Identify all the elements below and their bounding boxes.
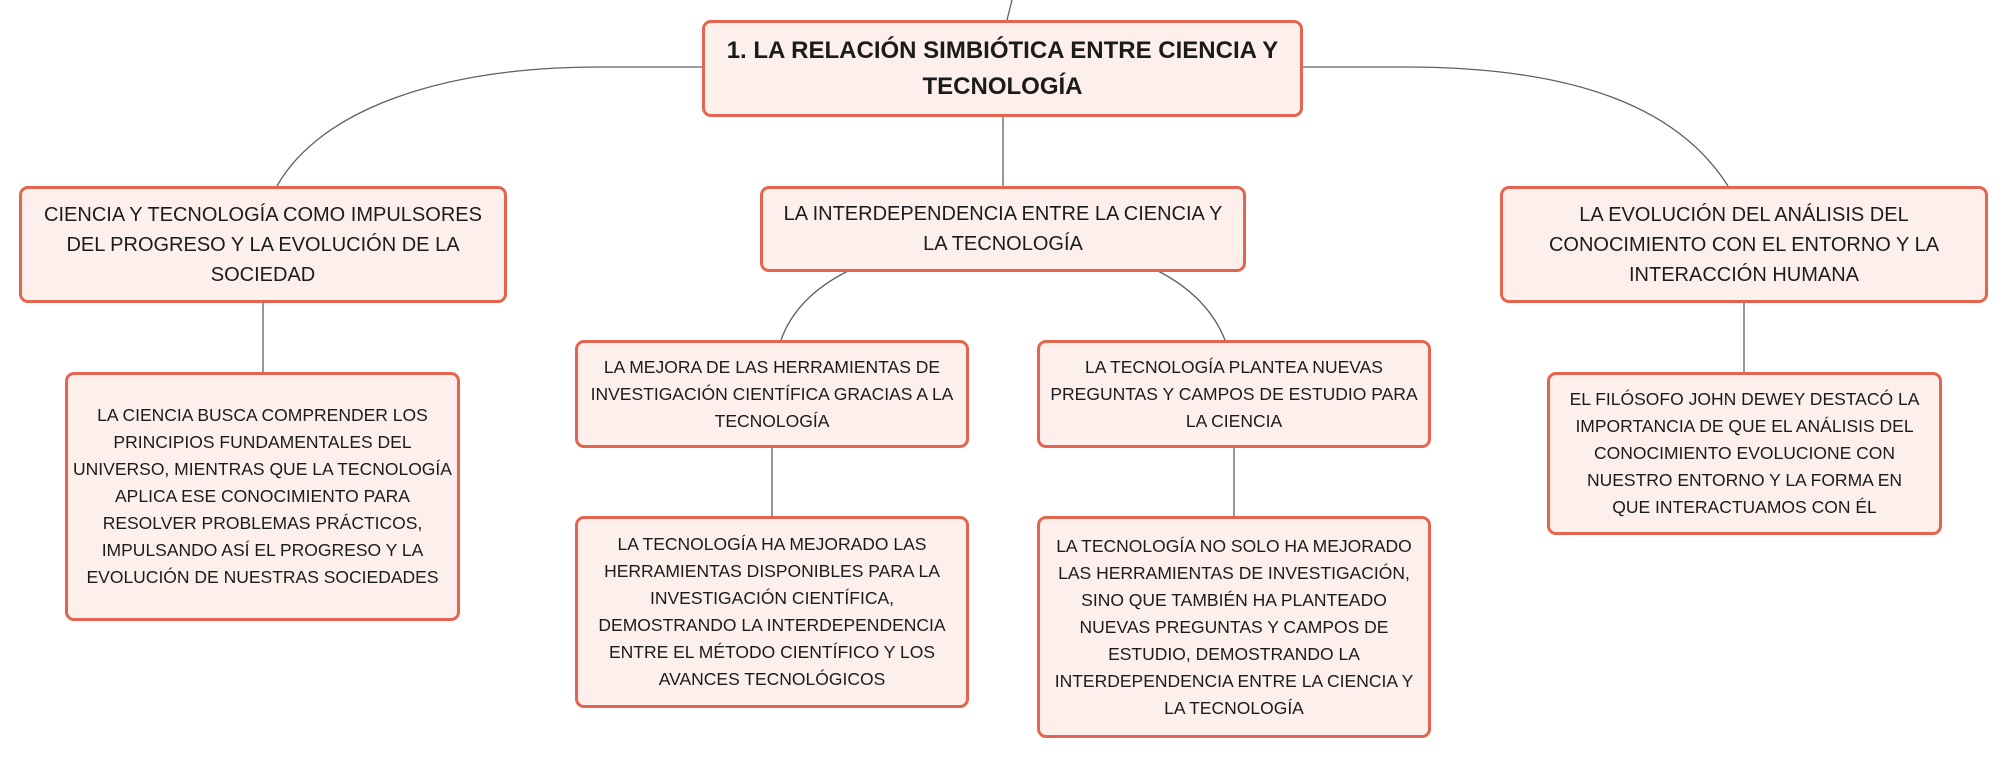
topic-right-label: LA EVOLUCIÓN DEL ANÁLISIS DEL CONOCIMIENTO CON EL ENTORNO Y LA INTERACCIÓN HUMANA <box>1548 203 1940 286</box>
subtopic-middle-b-label: LA TECNOLOGÍA PLANTEA NUEVAS PREGUNTAS Y CAMPOS DE ESTUDIO PARA LA CIENCIA <box>1050 356 1418 431</box>
subtopic-middle-a[interactable] <box>575 340 969 448</box>
subtopic-middle-a-detail[interactable] <box>575 516 969 708</box>
root-topic[interactable] <box>702 20 1303 117</box>
connector-root-to-right <box>1303 67 1728 186</box>
root-topic-label: 1. LA RELACIÓN SIMBIÓTICA ENTRE CIENCIA Y TECNOLOGÍA <box>726 36 1279 100</box>
subtopic-right-detail-label: EL FILÓSOFO JOHN DEWEY DESTACÓ LA IMPORTANCIA DE QUE EL ANÁLISIS DEL CONOCIMIENTO EVOLUCIONE CON NUESTRO ENTORNO Y LA FORMA EN QUE INTERACTUAMOS CON ÉL <box>1569 389 1920 517</box>
topic-middle[interactable] <box>760 186 1246 272</box>
subtopic-left-detail-label: LA CIENCIA BUSCA COMPRENDER LOS PRINCIPIOS FUNDAMENTALES DEL UNIVERSO, MIENTRAS QUE LA TECNOLOGÍA APLICA ESE CONOCIMIENTO PARA RESOLVER PROBLEMAS PRÁCTICOS, IMPULSANDO ASÍ EL PROGRESO Y LA EVOLUCIÓN DE NUESTRAS SOCIEDADES <box>73 405 452 587</box>
connector-middle-to-branch-b <box>1158 271 1225 340</box>
subtopic-middle-a-detail-label: LA TECNOLOGÍA HA MEJORADO LAS HERRAMIENTAS DISPONIBLES PARA LA INVESTIGACIÓN CIENTÍFICA, DEMOSTRANDO LA INTERDEPENDENCIA ENTRE EL MÉTODO CIENTÍFICO Y LOS AVANCES TECNOLÓGICOS <box>598 534 946 689</box>
topic-left-label: CIENCIA Y TECNOLOGÍA COMO IMPULSORES DEL PROGRESO Y LA EVOLUCIÓN DE LA SOCIEDAD <box>44 203 482 286</box>
subtopic-middle-a-label: LA MEJORA DE LAS HERRAMIENTAS DE INVESTIGACIÓN CIENTÍFICA GRACIAS A LA TECNOLOGÍA <box>590 356 954 431</box>
topic-middle-label: LA INTERDEPENDENCIA ENTRE LA CIENCIA Y LA TECNOLOGÍA <box>783 203 1223 255</box>
subtopic-middle-b[interactable] <box>1037 340 1431 448</box>
connector-middle-to-branch-a <box>781 271 848 340</box>
topic-left[interactable] <box>19 186 507 303</box>
subtopic-middle-b-detail-label: LA TECNOLOGÍA NO SOLO HA MEJORADO LAS HERRAMIENTAS DE INVESTIGACIÓN, SINO QUE TAMBIÉN HA PLANTEADO NUEVAS PREGUNTAS Y CAMPOS DE ESTUDIO, DEMOSTRANDO LA INTERDEPENDENCIA ENTRE LA CIENCIA Y LA TECNOLOGÍA <box>1054 535 1414 718</box>
connector-top-stub <box>1007 0 1012 20</box>
connector-root-to-left <box>277 67 702 186</box>
topic-right[interactable] <box>1500 186 1988 303</box>
subtopic-left-detail[interactable] <box>65 372 460 621</box>
subtopic-middle-b-detail[interactable] <box>1037 516 1431 738</box>
subtopic-right-detail[interactable] <box>1547 372 1942 535</box>
